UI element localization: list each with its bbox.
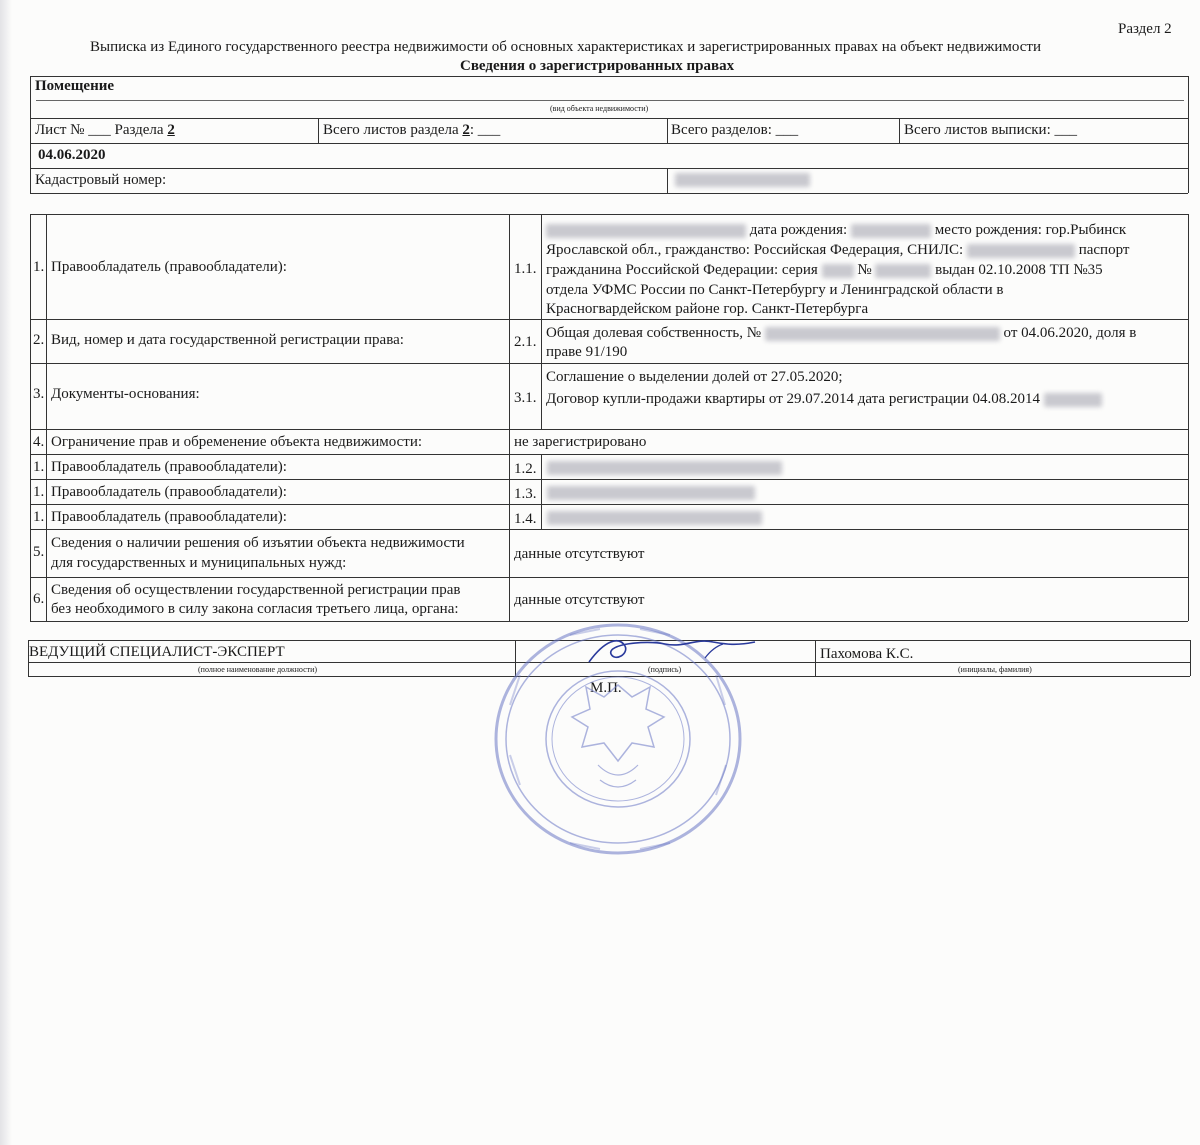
row-1-value-line-5: Красногвардейском районе гор. Санкт-Петербурга (546, 301, 869, 317)
handwritten-signature (585, 632, 760, 672)
signature-caption: (подпись) (648, 665, 682, 674)
row-9-value: данные отсутствуют (514, 592, 645, 608)
document-subtitle: Сведения о зарегистрированных правах (460, 58, 735, 74)
section-tag: Раздел 2 (1118, 21, 1172, 37)
object-type-caption: (вид объекта недвижимости) (550, 104, 649, 113)
row-4-value: не зарегистрировано (514, 434, 647, 450)
object-type: Помещение (35, 78, 115, 94)
row-5-number: 1. (33, 459, 45, 475)
row-8-label-line-2: для государственных и муниципальных нужд: (51, 555, 347, 571)
row-3-value-line-2: Договор купли-продажи квартиры от 29.07.2014 дата регистрации 04.08.2014 (546, 390, 1102, 408)
row-6-number: 1. (33, 484, 45, 500)
row-5-subnumber: 1.2. (514, 461, 537, 477)
row-2-label: Вид, номер и дата государственной регистрации права: (51, 332, 404, 348)
row-2-value-line-2: праве 91/190 (546, 344, 628, 360)
row-7-value-redacted (547, 511, 762, 525)
row-4-label: Ограничение прав и обременение объекта недвижимости: (51, 434, 423, 450)
row-1-value-line-3: гражданина Российской Федерации: серия № выдан 02.10.2008 ТП №35 (546, 262, 1103, 278)
sheet-number: Лист № ___ Раздела 2 (35, 122, 175, 138)
row-1-number: 1. (33, 259, 45, 275)
row-9-label-line-2: без необходимого в силу закона согласия третьего лица, органа: (51, 601, 459, 617)
total-sections: Всего разделов: ___ (671, 122, 799, 138)
extract-date: 04.06.2020 (38, 147, 106, 163)
row-4-number: 4. (33, 434, 45, 450)
signer-position-caption: (полное наименование должности) (198, 665, 318, 674)
row-7-number: 1. (33, 509, 45, 525)
row-2-value-line-1: Общая долевая собственность, № от 04.06.2020, доля в (546, 325, 1137, 341)
total-sheets: Всего листов выписки: ___ (904, 122, 1077, 138)
document-title: Выписка из Единого государственного реестра недвижимости об основных характеристиках и зарегистрированных правах на объект недвижимости (90, 39, 1042, 55)
row-2-number: 2. (33, 332, 45, 348)
row-1-value-line-1: дата рождения: место рождения: гор.Рыбинск (546, 221, 1126, 239)
row-8-number: 5. (33, 544, 45, 560)
cadastral-label: Кадастровый номер: (35, 172, 167, 188)
row-3-label: Документы-основания: (51, 386, 200, 402)
signer-name-caption: (инициалы, фамилия) (958, 665, 1032, 674)
row-1-value-line-4: отдела УФМС России по Санкт-Петербургу и Ленинградской области в (546, 282, 1004, 298)
signer-name: Пахомова К.С. (820, 646, 914, 662)
row-8-value: данные отсутствуют (514, 546, 645, 562)
row-6-value-redacted (547, 486, 755, 500)
row-2-subnumber: 2.1. (514, 334, 537, 350)
row-7-label: Правообладатель (правообладатели): (51, 509, 287, 525)
row-1-value-line-2: Ярославской обл., гражданство: Российская Федерация, СНИЛС: паспорт (546, 242, 1130, 258)
cadastral-number-redacted (675, 173, 810, 187)
row-3-subnumber: 3.1. (514, 390, 537, 406)
row-3-value-line-1: Соглашение о выделении долей от 27.05.2020; (546, 369, 843, 385)
sheets-in-section: Всего листов раздела 2: ___ (323, 122, 501, 138)
row-5-label: Правообладатель (правообладатели): (51, 459, 287, 475)
row-6-label: Правообладатель (правообладатели): (51, 484, 287, 500)
row-5-value-redacted (547, 461, 782, 475)
row-7-subnumber: 1.4. (514, 511, 537, 527)
row-1-label: Правообладатель (правообладатели): (51, 259, 287, 275)
row-9-number: 6. (33, 591, 45, 607)
row-8-label-line-1: Сведения о наличии решения об изъятии объекта недвижимости (51, 535, 465, 551)
signer-position: ВЕДУЩИЙ СПЕЦИАЛИСТ-ЭКСПЕРТ (29, 644, 285, 660)
row-3-number: 3. (33, 386, 45, 402)
row-1-subnumber: 1.1. (514, 261, 537, 277)
row-9-label-line-1: Сведения об осуществлении государственной регистрации прав (51, 582, 461, 598)
stamp-label: М.П. (590, 680, 622, 696)
page-edge-shadow (0, 0, 12, 1145)
row-6-subnumber: 1.3. (514, 486, 537, 502)
